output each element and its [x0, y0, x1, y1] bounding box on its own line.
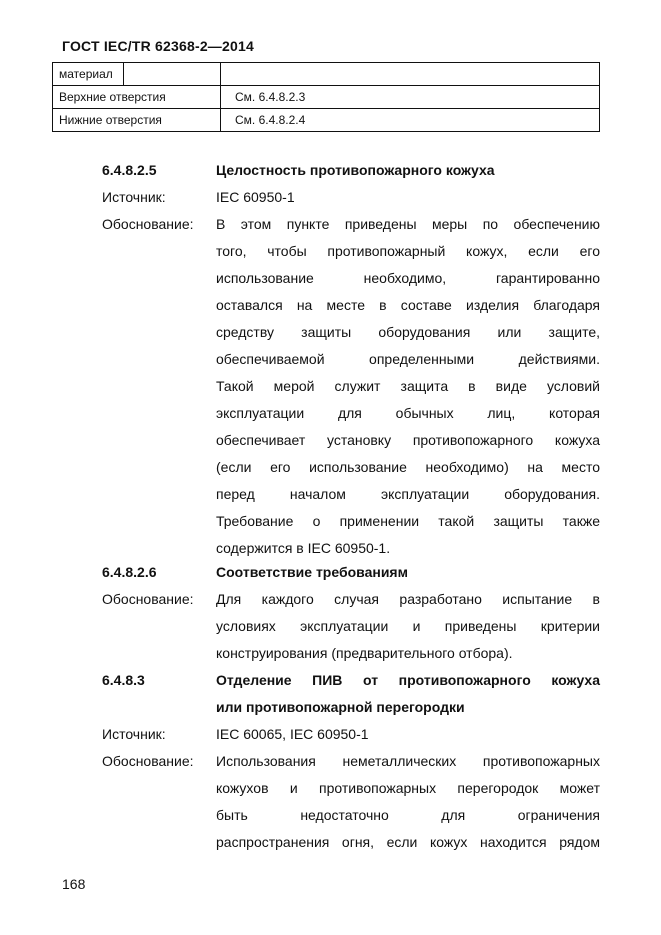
- text-line: быть недостаточно для ограничения: [216, 807, 600, 823]
- section-6-4-8-2-6: [102, 559, 600, 667]
- table-row: [53, 86, 600, 109]
- text-line: обеспечиваемой определенными действиями.: [216, 351, 600, 367]
- document-header: ГОСТ IEC/TR 62368-2—2014: [62, 38, 254, 54]
- table-cell: Верхние отверстия: [53, 86, 221, 109]
- section-title: [216, 667, 600, 721]
- rationale-label: Обоснование:: [102, 753, 194, 769]
- text-line: того, чтобы противопожарный кожух, если его: [216, 243, 600, 259]
- text-line: условиях эксплуатации и приведены критерии: [216, 618, 600, 634]
- rationale-text: [216, 211, 600, 562]
- section-title: Целостность противопожарного кожуха: [216, 162, 495, 178]
- text-line: В этом пункте приведены меры по обеспечению: [216, 216, 600, 232]
- openings-table: [52, 62, 600, 132]
- text-line: кожухов и противопожарных перегородок может: [216, 780, 600, 796]
- source-value: IEC 60065, IEC 60950-1: [216, 726, 369, 742]
- source-label: Источник:: [102, 726, 166, 742]
- page-number: 168: [62, 876, 86, 892]
- text-line: Требование о применении такой защиты также: [216, 513, 600, 529]
- rationale-text: [216, 586, 600, 667]
- text-line: эксплуатации для обычных лиц, которая: [216, 405, 600, 421]
- rationale-label: Обоснование:: [102, 216, 194, 232]
- section-number: 6.4.8.3: [102, 672, 145, 688]
- text-line: конструирования (предварительного отбора).: [216, 645, 513, 661]
- table-cell: См. 6.4.8.2.3: [221, 86, 600, 109]
- table-cell: [124, 63, 221, 86]
- section-title: Соответствие требованиям: [216, 564, 408, 580]
- title-line: или противопожарной перегородки: [216, 699, 465, 715]
- text-line: перед началом эксплуатации оборудования.: [216, 486, 600, 502]
- source-value: IEC 60950-1: [216, 189, 295, 205]
- text-line: обеспечивает установку противопожарного кожуха: [216, 432, 600, 448]
- text-line: оставался на месте в составе изделия благодаря: [216, 297, 600, 313]
- text-line: содержится в IEC 60950-1.: [216, 540, 391, 556]
- section-6-4-8-2-5: [102, 157, 600, 562]
- text-line: Использования неметаллических противопожарных: [216, 753, 600, 769]
- title-line: Отделение ПИВ от противопожарного кожуха: [216, 672, 600, 688]
- table-row: [53, 63, 600, 86]
- rationale-label: Обоснование:: [102, 591, 194, 607]
- source-label: Источник:: [102, 189, 166, 205]
- table-row: [53, 109, 600, 132]
- text-line: средству защиты оборудования или защите,: [216, 324, 600, 340]
- text-line: распространения огня, если кожух находится рядом: [216, 834, 600, 850]
- table-cell: Нижние отверстия: [53, 109, 221, 132]
- section-6-4-8-3: [102, 667, 600, 856]
- table-cell: [221, 63, 600, 86]
- text-line: (если его использование необходимо) на место: [216, 459, 600, 475]
- section-number: 6.4.8.2.6: [102, 564, 157, 580]
- table-cell: материал: [53, 63, 124, 86]
- text-line: использование необходимо, гарантированно: [216, 270, 600, 286]
- rationale-text: [216, 748, 600, 856]
- text-line: Для каждого случая разработано испытание в: [216, 591, 600, 607]
- text-line: Такой мерой служит защита в виде условий: [216, 378, 600, 394]
- section-number: 6.4.8.2.5: [102, 162, 157, 178]
- table-cell: См. 6.4.8.2.4: [221, 109, 600, 132]
